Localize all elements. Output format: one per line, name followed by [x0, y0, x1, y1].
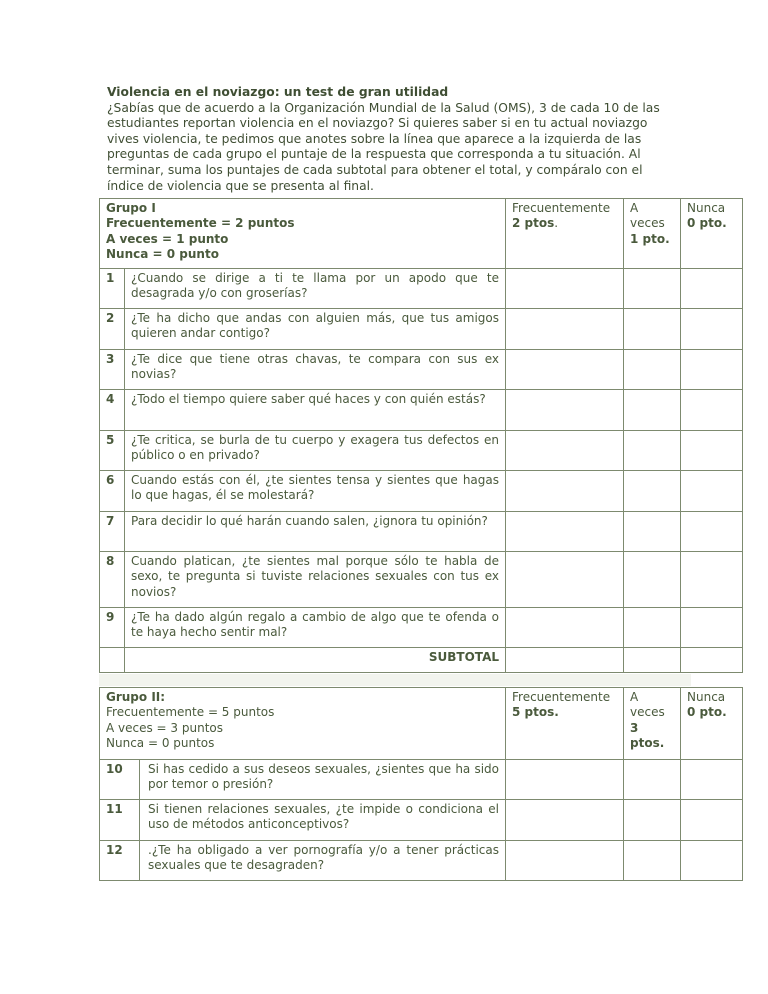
- subtotal-row: [100, 648, 743, 673]
- table-row: [100, 800, 743, 841]
- question-text: Cuando platican, ¿te sientes mal porque sólo te habla de sexo, te pregunta si tuviste relaciones sexuales con tus ex novios?: [125, 552, 506, 608]
- answer-cell-nunca[interactable]: [681, 608, 743, 648]
- answer-cell-nunca[interactable]: [681, 841, 743, 881]
- group2-col-aveces: [624, 688, 681, 760]
- group2-header: [100, 688, 506, 760]
- answer-cell-frecuentemente[interactable]: [506, 841, 624, 881]
- answer-cell-frecuentemente[interactable]: [506, 800, 624, 841]
- question-text: Si has cedido a sus deseos sexuales, ¿sientes que ha sido por temor o presión?: [140, 760, 506, 800]
- subtotal-label: SUBTOTAL: [125, 648, 506, 673]
- group2-col-frecuentemente: [506, 688, 624, 760]
- intro-title: Violencia en el noviazgo: un test de gran utilidad: [107, 85, 449, 99]
- question-text: ¿Te ha dicho que andas con alguien más, que tus amigos quieren andar contigo?: [125, 309, 506, 350]
- question-text: ¿Te dice que tiene otras chavas, te compara con sus ex novias?: [125, 350, 506, 390]
- answer-cell-nunca[interactable]: [681, 390, 743, 431]
- question-number: 10: [100, 760, 140, 800]
- col-label: A veces: [630, 201, 665, 231]
- group2-rule-frecuentemente: Frecuentemente = 5 puntos: [106, 705, 275, 720]
- group2-rule-nunca: Nunca = 0 puntos: [106, 736, 215, 751]
- question-number: 5: [100, 431, 125, 471]
- question-text: ¿Te critica, se burla de tu cuerpo y exagera tus defectos en público o en privado?: [125, 431, 506, 471]
- answer-cell-frecuentemente[interactable]: [506, 608, 624, 648]
- answer-cell-aveces[interactable]: [624, 390, 681, 431]
- answer-cell-frecuentemente[interactable]: [506, 431, 624, 471]
- question-text: ¿Te ha dado algún regalo a cambio de algo que te ofenda o te haya hecho sentir mal?: [125, 608, 506, 648]
- subtotal-cell-frecuentemente[interactable]: [506, 648, 624, 673]
- answer-cell-aveces[interactable]: [624, 552, 681, 608]
- answer-cell-aveces[interactable]: [624, 841, 681, 881]
- col-label: A veces: [630, 690, 665, 720]
- answer-cell-frecuentemente[interactable]: [506, 309, 624, 350]
- group1-header-row: [100, 199, 743, 269]
- col-value-suffix: .: [554, 216, 559, 231]
- group1-title: Grupo I: [106, 201, 156, 215]
- group1-col-aveces: [624, 199, 681, 269]
- answer-cell-frecuentemente[interactable]: [506, 269, 624, 309]
- group2-table: [99, 687, 743, 881]
- answer-cell-aveces[interactable]: [624, 431, 681, 471]
- table-row: [100, 841, 743, 881]
- question-number: 1: [100, 269, 125, 309]
- table-row: [100, 608, 743, 648]
- group1-rule-aveces: A veces = 1 punto: [106, 231, 229, 246]
- question-number: 12: [100, 841, 140, 881]
- question-text: .¿Te ha obligado a ver pornografía y/o a tener prácticas sexuales que te desagraden?: [140, 841, 506, 881]
- answer-cell-aveces[interactable]: [624, 512, 681, 552]
- answer-cell-nunca[interactable]: [681, 350, 743, 390]
- group2-col-nunca: [681, 688, 743, 760]
- answer-cell-frecuentemente[interactable]: [506, 390, 624, 431]
- table-row: [100, 552, 743, 608]
- group1-rule-frecuentemente: Frecuentemente = 2 puntos: [106, 216, 295, 231]
- table-row: [100, 471, 743, 512]
- question-text: ¿Cuando se dirige a ti te llama por un apodo que te desagrada y/o con groserías?: [125, 269, 506, 309]
- group2-title: Grupo II:: [106, 690, 166, 704]
- intro-body: ¿Sabías que de acuerdo a la Organización Mundial de la Salud (OMS), 3 de cada 10 de las estudiantes reportan violencia en el noviazgo? Si quieres saber si en tu actual noviazgo vives violencia, te pedimos que anotes sobre la línea que aparece a la izquierda de las preguntas de cada grupo el puntaje de la respuesta que corresponda a tu situación. Al terminar, suma los puntajes de cada subtotal para obtener el total, y compáralo con el índice de violencia que se presenta al final.: [107, 100, 660, 193]
- section-separator: [99, 674, 691, 686]
- col-value: 5 ptos.: [512, 705, 559, 720]
- group1-rule-nunca: Nunca = 0 punto: [106, 247, 219, 262]
- question-text: Para decidir lo qué harán cuando salen, ¿ignora tu opinión?: [125, 512, 506, 552]
- intro-section: [107, 85, 667, 194]
- question-text: ¿Todo el tiempo quiere saber qué haces y con quién estás?: [125, 390, 506, 431]
- col-label: Frecuentemente: [512, 690, 611, 704]
- question-number: 4: [100, 390, 125, 431]
- answer-cell-nunca[interactable]: [681, 552, 743, 608]
- group1-col-nunca: [681, 199, 743, 269]
- answer-cell-nunca[interactable]: [681, 431, 743, 471]
- subtotal-cell-aveces[interactable]: [624, 648, 681, 673]
- question-number: 2: [100, 309, 125, 350]
- group1-table: [99, 198, 743, 673]
- answer-cell-aveces[interactable]: [624, 471, 681, 512]
- answer-cell-nunca[interactable]: [681, 512, 743, 552]
- answer-cell-nunca[interactable]: [681, 760, 743, 800]
- answer-cell-nunca[interactable]: [681, 309, 743, 350]
- col-label: Frecuentemente: [512, 201, 611, 215]
- table-row: [100, 390, 743, 431]
- table-row: [100, 269, 743, 309]
- question-text: Si tienen relaciones sexuales, ¿te impide o condiciona el uso de métodos anticonceptivos?: [140, 800, 506, 841]
- group2-rule-aveces: A veces = 3 puntos: [106, 720, 223, 735]
- answer-cell-nunca[interactable]: [681, 471, 743, 512]
- question-number: 11: [100, 800, 140, 841]
- col-label: Nunca: [687, 690, 726, 704]
- col-value: 0 pto.: [687, 705, 727, 720]
- col-value: 3 ptos.: [630, 720, 665, 751]
- answer-cell-aveces[interactable]: [624, 269, 681, 309]
- question-number: 6: [100, 471, 125, 512]
- answer-cell-frecuentemente[interactable]: [506, 760, 624, 800]
- answer-cell-nunca[interactable]: [681, 269, 743, 309]
- question-number: 9: [100, 608, 125, 648]
- answer-cell-frecuentemente[interactable]: [506, 350, 624, 390]
- answer-cell-frecuentemente[interactable]: [506, 512, 624, 552]
- answer-cell-nunca[interactable]: [681, 800, 743, 841]
- table-row: [100, 512, 743, 552]
- answer-cell-aveces[interactable]: [624, 800, 681, 841]
- answer-cell-frecuentemente[interactable]: [506, 471, 624, 512]
- col-value: 2 ptos: [512, 216, 555, 231]
- answer-cell-aveces[interactable]: [624, 760, 681, 800]
- table-row: [100, 309, 743, 350]
- col-value: 1 pto.: [630, 231, 670, 246]
- table-row: [100, 760, 743, 800]
- question-number: 7: [100, 512, 125, 552]
- table-row: [100, 350, 743, 390]
- table-row: [100, 431, 743, 471]
- subtotal-cell-nunca[interactable]: [681, 648, 743, 673]
- group2-header-row: [100, 688, 743, 760]
- question-text: Cuando estás con él, ¿te sientes tensa y sientes que hagas lo que hagas, él se molestará?: [125, 471, 506, 512]
- question-number: 3: [100, 350, 125, 390]
- col-label: Nunca: [687, 201, 726, 215]
- answer-cell-aveces[interactable]: [624, 309, 681, 350]
- group1-col-frecuentemente: [506, 199, 624, 269]
- answer-cell-aveces[interactable]: [624, 350, 681, 390]
- subtotal-spacer: [100, 648, 125, 673]
- question-number: 8: [100, 552, 125, 608]
- group1-header: [100, 199, 506, 269]
- answer-cell-frecuentemente[interactable]: [506, 552, 624, 608]
- answer-cell-aveces[interactable]: [624, 608, 681, 648]
- col-value: 0 pto.: [687, 216, 727, 231]
